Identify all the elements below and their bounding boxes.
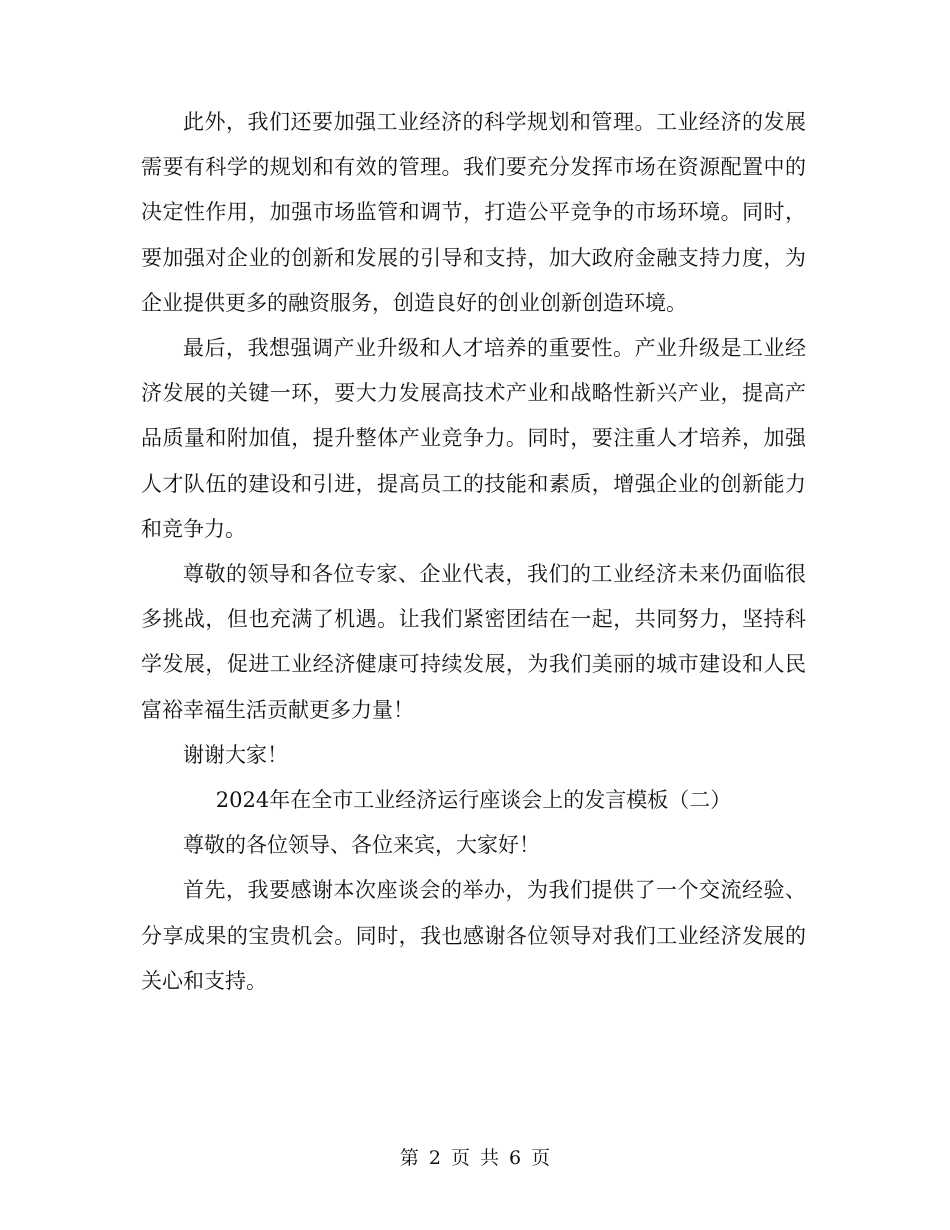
paragraph-upgrade: 最后，我想强调产业升级和人才培养的重要性。产业升级是工业经济发展的关键一环，要大力发展高技术产业和战略性新兴产业，提高产品质量和附加值，提升整体产业竞争力。同时，要注重人才培养，加强人才队伍的建设和引进，提高员工的技能和素质，增强企业的创新能力和竞争力。 <box>141 336 806 541</box>
paragraph-closing: 尊敬的领导和各位专家、企业代表，我们的工业经济未来仍面临很多挑战，但也充满了机遇。让我们紧密团结在一起，共同努力，坚持科学发展，促进工业经济健康可持续发展，为我们美丽的城市建设和人民富裕幸福生活贡献更多力量！ <box>141 562 806 722</box>
page-number: 第 2 页 共 6 页 <box>399 1147 551 1169</box>
section-title: 2024年在全市工业经济运行座谈会上的发言模板（二） <box>215 788 732 813</box>
document-body <box>141 100 806 1004</box>
paragraph-greeting: 尊敬的各位领导、各位来宾，大家好！ <box>183 833 540 858</box>
paragraph-opening: 首先，我要感谢本次座谈会的举办，为我们提供了一个交流经验、分享成果的宝贵机会。同时，我也感谢各位领导对我们工业经济发展的关心和支持。 <box>141 878 806 993</box>
paragraph-thanks: 谢谢大家！ <box>183 742 288 767</box>
paragraph-planning: 此外，我们还要加强工业经济的科学规划和管理。工业经济的发展需要有科学的规划和有效的管理。我们要充分发挥市场在资源配置中的决定性作用，加强市场监管和调节，打造公平竞争的市场环境。同时，要加强对企业的创新和发展的引导和支持，加大政府金融支持力度，为企业提供更多的融资服务，创造良好的创业创新创造环境。 <box>141 110 806 315</box>
